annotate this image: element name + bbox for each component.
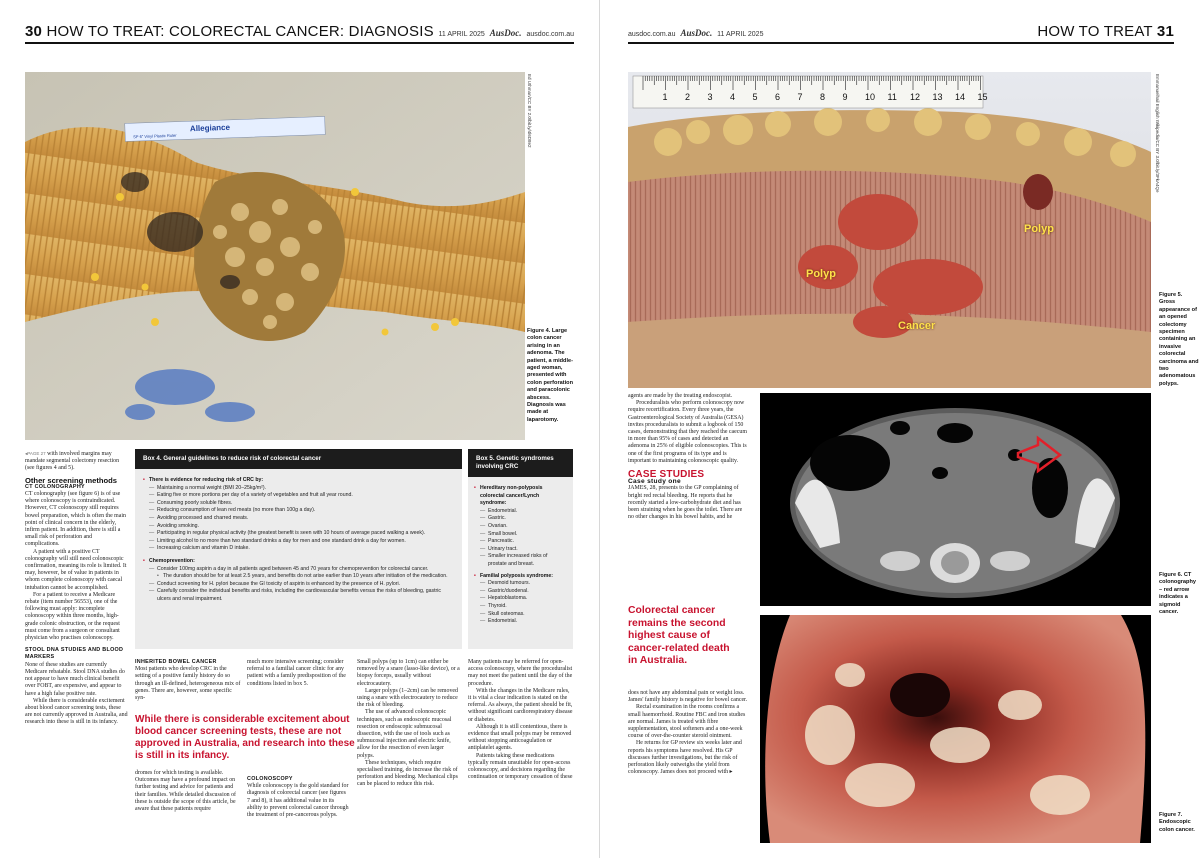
colonoscopy-subheading: COLONOSCOPY	[247, 776, 293, 782]
box5-item: — Thyroid.	[474, 603, 567, 611]
ruler-number: 3	[707, 92, 713, 102]
box4-item: — Avoiding smoking.	[143, 523, 454, 531]
box5-genetic-syndromes	[468, 449, 573, 649]
box5-group2-heading: • Familial polyposis syndrome:	[474, 573, 567, 581]
box5-item: — Urinary tract.	[474, 546, 567, 554]
intro-text: with involved margins may mandate segmental colectomy resection (see figures 4 and 5).	[25, 451, 120, 472]
left-column-3	[247, 659, 350, 688]
ruler-number: 6	[775, 92, 781, 102]
polyps-paragraph-1: Small polyps (up to 1cm) can either be removed by a snare (lasso-like device), or a biopsy forceps, usually without electrocautery.	[357, 659, 460, 687]
left-header-meta	[439, 28, 574, 38]
box4-title: Box 4. General guidelines to reduce risk of colorectal cancer	[135, 449, 462, 469]
endoscopy-image	[760, 615, 1151, 843]
box5-item: — Endometrial.	[474, 618, 567, 626]
james-paragraph-1: JAMES, 28, presents to the GP complaining of bright red rectal bleeding. He reports that he recently started a low-carbohydrate diet and has been straining when he goes the toilet. There are no other changes in his bowel habits, and he	[628, 485, 743, 521]
right-header-meta	[628, 28, 763, 38]
box5-item: — Gastric.	[474, 515, 567, 523]
case-study-one-subheading: Case study one	[628, 478, 681, 486]
other-screening-heading: Other screening methods	[25, 475, 117, 485]
label-polyp-right: Polyp	[1024, 223, 1054, 235]
box5-item: — Desmoid tumours.	[474, 580, 567, 588]
ruler-label-text: SP 6" Vinyl Plastic Ruler	[133, 132, 177, 140]
label-polyp-left: Polyp	[806, 268, 836, 280]
box5-item: — Small bowel.	[474, 531, 567, 539]
box5-item: — Skull osteomas.	[474, 611, 567, 619]
left-column-3b	[247, 776, 350, 819]
right-column-bottom	[628, 690, 748, 776]
continued-from-marker: ◂PAGE 27	[25, 451, 46, 456]
box5-item: — Hepatoblastoma.	[474, 595, 567, 603]
endoscopist-paragraph: agents are made by the treating endoscopist.	[628, 393, 733, 399]
left-header-date: 11 APRIL 2025	[438, 31, 485, 38]
ruler-number: 14	[955, 92, 966, 102]
colonoscopy-paragraph: While colonoscopy is the gold standard for diagnosis of colorectal cancer (see figures 7 and 8), it has additional value in its ability to prevent colorectal cancer through the treatment of pre-cancerous polyps.	[247, 783, 349, 819]
left-header-rule	[25, 42, 574, 44]
ruler-number: 5	[752, 92, 758, 102]
box4-item: — Maintaining a normal weight (BMI 20–25kg/m²).	[143, 485, 454, 493]
left-header-site: ausdoc.com.au	[526, 31, 574, 38]
colon-specimen-image	[25, 72, 525, 440]
colectomy-specimen-image	[628, 72, 1151, 388]
right-page	[600, 0, 1200, 858]
box4-item: — Avoiding processed and charred meats.	[143, 515, 454, 523]
right-header-site: ausdoc.com.au	[628, 31, 676, 38]
left-column-4	[357, 659, 462, 789]
ruler-number: 7	[797, 92, 803, 102]
inherited-subheading: INHERITED BOWEL CANCER	[135, 659, 217, 665]
james-paragraph-2: does not have any abdominal pain or weight loss. James' family history is negative for bowel cancer.	[628, 690, 748, 704]
box4-item: — Consider 100mg aspirin a day in all patients aged between 45 and 70 years for chemoprevention for colorectal cancer.	[143, 566, 454, 574]
box4-item: — Reducing consumption of lean red meats (no more than 100g a day).	[143, 507, 454, 515]
box5-item: — Smaller increased risks of prostate and breast.	[474, 553, 567, 568]
referral-paragraph-2: With the changes in the Medicare rules, it is vital a clear indication is stated on the referral. As always, the patient should be fit, without significant cardiorespiratory disease or diabetes.	[468, 687, 573, 723]
inherited-paragraph-1: Most patients who develop CRC in the setting of a positive family history do so through an ill-defined, heterogeneous mix of genes. There are, however, some specific syn-	[135, 666, 241, 702]
box5-item: — Gastric/duodenal.	[474, 588, 567, 596]
ruler-number: 12	[910, 92, 921, 102]
james-paragraph-4: He returns for GP review six weeks later and reports his symptoms have resolved. His GP discusses further investigations, but the risk of perforation likely outweighs the yield from colonoscopy. James does not proceed with ▸	[628, 740, 742, 776]
referral-paragraph-4: Patients taking these medications typically remain unsuitable for open-access colonoscopy, and decisions regarding the continuation or temporary cessation of these	[468, 752, 573, 781]
right-column-top	[628, 393, 748, 521]
pull-quote-left: While there is considerable excitement about blood cancer screening tests, these are not approved in Australia, and research into these is still in its infancy.	[135, 714, 355, 761]
left-column-1	[25, 450, 128, 845]
box4-item: — Carefully consider the individual benefits and risks, including the cardiovascular benefits versus the risks of bleeding, gastric ulcers and renal impairment.	[143, 588, 454, 603]
polyps-paragraph-3: The use of advanced colonoscopic techniques, such as endoscopic mucosal resection or endoscopic submucosal dissection, with the use of tools such as submucosal injection and electric knife, allow for the resection of even larger polyps.	[357, 709, 452, 759]
box4-item: — Conduct screening for H. pylori because the GI toxicity of aspirin is enhanced by the presence of H. pylori.	[143, 581, 454, 589]
figure7-caption: Figure 7. Endoscopic colon cancer.	[1159, 812, 1195, 833]
figure6-caption: Figure 6. CT colonography – red arrow indicates a sigmoid cancer.	[1159, 572, 1196, 616]
stool-dna-subheading: STOOL DNA STUDIES AND BLOOD MARKERS	[25, 647, 124, 661]
right-header-title	[1037, 23, 1174, 40]
ruler-number: 11	[887, 92, 897, 102]
right-header-date: 11 APRIL 2025	[717, 31, 764, 38]
right-page-number: 31	[1156, 23, 1174, 40]
figure7-endoscopy-image	[760, 615, 1151, 843]
box5-title: Box 5. Genetic syndromes involving CRC	[468, 449, 573, 477]
left-column-5	[468, 659, 573, 781]
ruler-number: 9	[842, 92, 848, 102]
box5-item: — Pancreatic.	[474, 538, 567, 546]
left-header-brand: AusDoc.	[489, 28, 522, 38]
inherited-paragraph-2: dromes for which testing is available. Outcomes may have a profound impact on further testing and advice for patients and their families. While detailed discussion of these is outside the scope of this article, be aware that these patients require	[135, 770, 236, 813]
left-section-title: HOW TO TREAT: COLORECTAL CANCER: DIAGNOSIS	[46, 23, 434, 40]
box4-item: — Consuming poorly soluble fibres.	[143, 500, 454, 508]
stool-paragraph-2: While there is considerable excitement about blood cancer screening tests, these are not currently approved in Australia, and research into these is still in its infancy.	[25, 697, 128, 726]
referral-paragraph-3: Although it is still contentious, there is evidence that small polyps may be removed without stopping anticoagulation or antiplatelet agents.	[468, 723, 572, 752]
box5-item: — Endometrial.	[474, 508, 567, 516]
figure5-photo	[628, 72, 1151, 388]
stool-paragraph-1: None of these studies are currently Medicare rebatable. Stool DNA studies do not appear to have much clinical benefit over FOBT, are expensive, and appear to have a high false positive rate.	[25, 661, 125, 697]
ruler-number: 1	[662, 92, 668, 102]
box4-subitem: • The duration should be for at least 2.5 years, and benefits do not arise earlier than 10 years after initiation of the medication.	[143, 573, 454, 581]
polyps-paragraph-2: Larger polyps (1–2cm) can be removed using a snare with electrocautery to reduce the risk of bleeding.	[357, 687, 458, 709]
box4-item: — Limiting alcohol to no more than two standard drinks a day for men and one standard drink a day for women.	[143, 538, 454, 546]
left-column-2b	[135, 770, 241, 813]
ruler-number: 4	[730, 92, 736, 102]
figure6-ct-image	[760, 393, 1151, 606]
right-header-rule	[628, 42, 1174, 44]
figure5-caption: Figure 5. Gross appearance of an opened colectomy specimen containing an invasive colorectal carcinoma and two adenomatous polyps.	[1159, 292, 1199, 387]
ct-scan-image	[760, 393, 1151, 606]
figure4-credit: Ed Uthman/CC BY 2.0/bit.ly/4l6D8e2	[527, 74, 532, 148]
box4-guidelines	[135, 449, 462, 649]
left-column-2	[135, 659, 241, 702]
ruler-number: 15	[977, 92, 988, 102]
left-page-number: 30	[25, 23, 43, 40]
referral-paragraph-1: Many patients may be referred for open-access colonoscopy, where the proceduralist may not meet the patient until the day of the procedure.	[468, 659, 573, 687]
ruler-number: 2	[685, 92, 691, 102]
figure4-caption: Figure 4. Large colon cancer arising in an adenoma. The patient, a middle-aged woman, presented with colon perforation and paracolonic abscess. Diagnosis was made at laparotomy.	[527, 328, 573, 423]
figure5-credit: Emmanuelhail English Wikipedia/CC BY 3.0/bit.ly/3FkA4Qe	[1155, 74, 1160, 193]
left-header-title	[25, 23, 434, 40]
ruler-number: 13	[932, 92, 943, 102]
recertification-paragraph: Proceduralists who perform colonoscopy now require recertification. Every three years, the Gastroenterological Society of Australia (GESA) invites proceduralists to submit a logbook of 150 cases, demonstrating that they reached the caecum in more than 95% of cases and detected an adenoma in 25% of eligible colonoscopies. This is one of the first programs of its type and is important to maintaining colonoscopic quality.	[628, 400, 747, 464]
label-cancer: Cancer	[898, 320, 936, 332]
ct-colonography-subheading: CT COLONOGRAPHY	[25, 483, 85, 490]
ruler-brand-text: Allegiance	[189, 122, 231, 134]
ct-paragraph-2: A patient with a positive CT colonography will still need colonoscopic confirmation, meaning its role is limited. It may, however, be of value in patients in whom complete colonoscopy with caecal intubation cannot be accomplished.	[25, 548, 127, 591]
polyps-paragraph-4: These techniques, which require specialised training, do increase the risk of perforation and bleeding. Mechanical clips can be placed to reduce this risk.	[357, 759, 458, 788]
case-studies-heading: CASE STUDIES	[628, 469, 705, 481]
ct-paragraph-3: For a patient to receive a Medicare rebate (item number 56553), one of the following must apply: incomplete colonoscopy within three months, high-grade colonic obstruction, or the request must come from a surgeon or consultant physician who practises colonoscopy.	[25, 591, 120, 642]
screening-paragraph: much more intensive screening; consider referral to a familial cancer clinic for any patient with a family predisposition of the conditions listed in box 5.	[247, 659, 346, 687]
box4-item: — Participating in regular physical activity (the greatest benefit is seen with 10 hours of average paced walking a week).	[143, 530, 454, 538]
box4-item: — Increasing calcium and vitamin D intake.	[143, 545, 454, 553]
box4-item: — Eating five or more portions per day of a variety of vegetables and fruit all year round.	[143, 492, 454, 500]
right-section-title: HOW TO TREAT	[1037, 23, 1153, 40]
box5-group1-heading: • Hereditary non-polyposis colorectal cancer/Lynch syndrome:	[474, 485, 567, 508]
james-paragraph-3: Rectal examination in the rooms confirms a small haemorrhoid. Routine FBC and iron studies are normal. James is treated with fibre supplementation, stool softeners and a one-week course of over-the-counter steroid ointment.	[628, 704, 746, 740]
pull-quote-right: Colorectal cancer remains the second highest cause of cancer-related death in Australia.	[628, 605, 730, 667]
box4-group1-heading: • There is evidence for reducing risk of CRC by:	[143, 477, 454, 485]
ruler-number: 8	[820, 92, 826, 102]
box5-item: — Ovarian.	[474, 523, 567, 531]
ct-paragraph-1: CT colonography (see figure 6) is of use where colonoscopy is contraindicated. However, CT colonoscopy still requires bowel preparation, which is often the main point of clinical concern in the elderly, infirm patient. In addition, there is still a small risk of perforation and complications.	[25, 491, 126, 548]
right-header-brand: AusDoc.	[680, 28, 713, 38]
figure4-photo	[25, 72, 525, 440]
ruler-number: 10	[865, 92, 876, 102]
box4-group2-heading: • Chemoprevention:	[143, 558, 454, 566]
